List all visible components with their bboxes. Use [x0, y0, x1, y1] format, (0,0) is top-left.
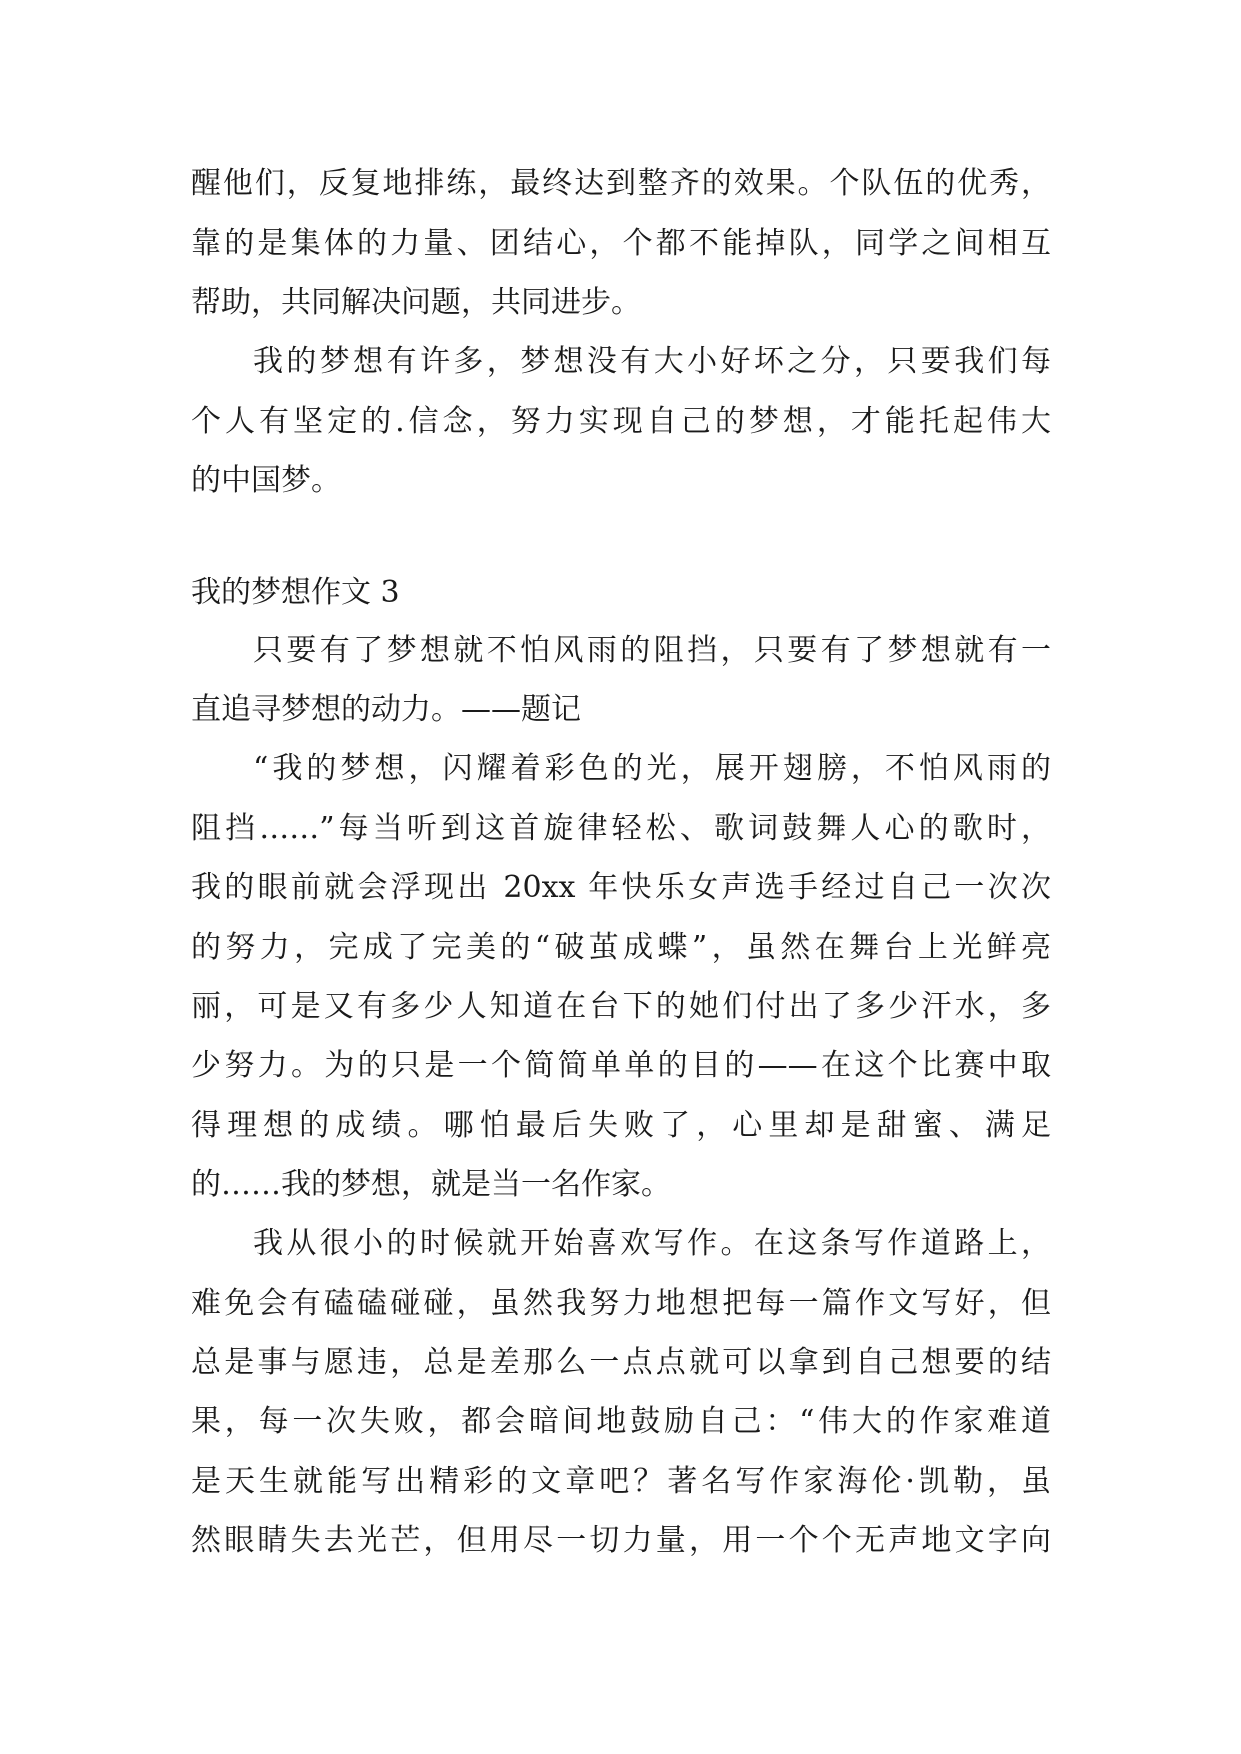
text-line: “我的梦想，闪耀着彩色的光，展开翅膀，不怕风雨的	[253, 751, 1051, 786]
text-line: 帮助，共同解决问题，共同进步。	[191, 285, 641, 320]
text-line: 的努力，完成了完美的“破茧成蝶”，虽然在舞台上光鲜亮	[191, 930, 1051, 965]
text-line: 我从很小的时候就开始喜欢写作。在这条写作道路上，	[253, 1226, 1051, 1261]
text-line: 靠的是集体的力量、团结心，个都不能掉队，同学之间相互	[191, 226, 1051, 261]
text-line: 阻挡……”每当听到这首旋律轻松、歌词鼓舞人心的歌时，	[191, 811, 1051, 846]
text-line: 只要有了梦想就不怕风雨的阻挡，只要有了梦想就有一	[253, 633, 1051, 668]
text-line: 的中国梦。	[191, 463, 341, 498]
text-line: 丽，可是又有多少人知道在台下的她们付出了多少汗水，多	[191, 989, 1051, 1024]
text-line: 然眼睛失去光芒，但用尽一切力量，用一个个无声地文字向	[191, 1523, 1051, 1558]
text-line: 是天生就能写出精彩的文章吧？著名写作家海伦·凯勒，虽	[191, 1464, 1051, 1499]
text-line: 得理想的成绩。哪怕最后失败了，心里却是甜蜜、满足	[191, 1108, 1051, 1143]
text-line: 少努力。为的只是一个简简单单的目的——在这个比赛中取	[191, 1048, 1051, 1083]
text-line: 难免会有磕磕碰碰，虽然我努力地想把每一篇作文写好，但	[191, 1286, 1051, 1321]
section-heading: 我的梦想作文 3	[191, 575, 400, 610]
text-line: 的……我的梦想，就是当一名作家。	[191, 1167, 671, 1202]
text-line: 个人有坚定的.信念，努力实现自己的梦想，才能托起伟大	[191, 404, 1051, 439]
text-line: 直追寻梦想的动力。——题记	[191, 692, 581, 727]
text-line: 醒他们，反复地排练，最终达到整齐的效果。个队伍的优秀，	[191, 166, 1051, 201]
text-line: 果，每一次失败，都会暗间地鼓励自己：“伟大的作家难道	[191, 1404, 1051, 1439]
text-line: 我的梦想有许多，梦想没有大小好坏之分，只要我们每	[253, 344, 1051, 379]
text-line: 我的眼前就会浮现出 20xx 年快乐女声选手经过自己一次次	[191, 870, 1051, 905]
text-line: 总是事与愿违，总是差那么一点点就可以拿到自己想要的结	[191, 1345, 1051, 1380]
